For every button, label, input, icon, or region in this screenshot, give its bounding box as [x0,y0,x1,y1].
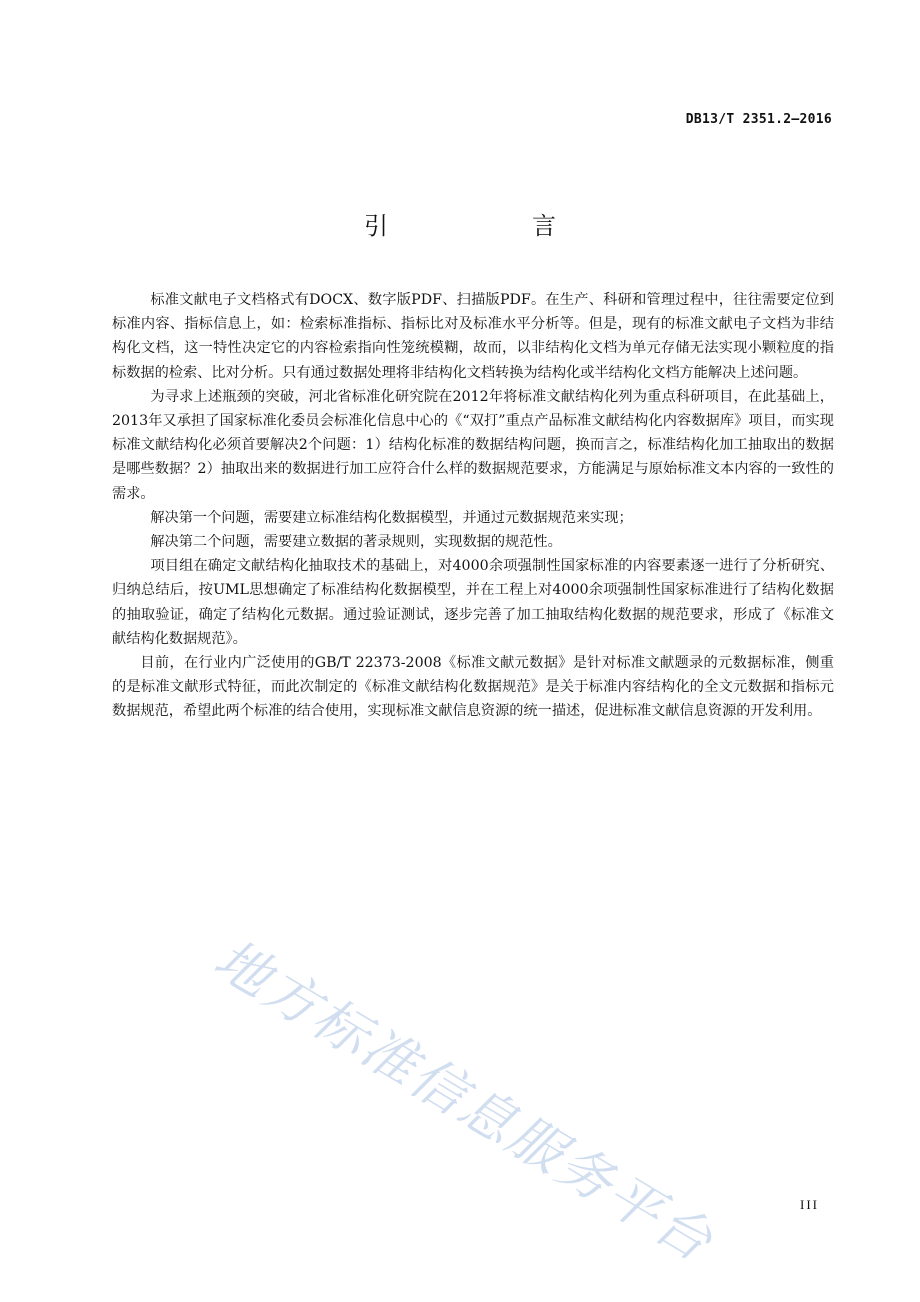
paragraph: 解决第二个问题，需要建立数据的著录规则，实现数据的规范性。 [150,534,562,551]
paragraph: 为寻求上述瓶颈的突破，河北省标准化研究院在2012年将标准文献结构化列为重点科研项目，在此基础上，2013年又承担了国家标准化委员会标准化信息中心的《“双打”重点产品标准文献结构化内容数据库》项目，而实现标准文献结构化必须首要解决2个问题：1）结构化标准的数据结构问题，换而言之，标准结构化加工抽取出的数据是哪些数据？2）抽取出来的数据进行加工应符合什么样的数据规范要求，方能满足与原始标准文本内容的一致性的需求。 [112,388,834,502]
page-number: III [800,1197,819,1212]
paragraph: 项目组在确定文献结构化抽取技术的基础上，对4000余项强制性国家标准的内容要素逐一进行了分析研究、归纳总结后，按UML思想确定了标准结构化数据模型，并在工程上对4000余项强制性国家标准进行了结构化数据的抽取验证，确定了结构化元数据。通过验证测试，逐步完善了加工抽取结构化数据的规范要求，形成了《标准文献结构化数据规范》。 [112,558,834,647]
watermark: 地方标准信息服务平台 [203,926,725,1275]
document-code: DB13/T 2351.2—2016 [685,112,832,127]
paragraph: 目前，在行业内广泛使用的GB/T 22373-2008《标准文献元数据》是针对标准文献题录的元数据标准，侧重的是标准文献形式特征，而此次制定的《标准文献结构化数据规范》是关于标准内容结构化的全文元数据和指标元数据规范，希望此两个标准的结合使用，实现标准文献信息资源的统一描述，促进标准文献信息资源的开发利用。 [112,655,834,720]
paragraph: 解决第一个问题，需要建立标准结构化数据模型，并通过元数据规范来实现； [150,509,633,526]
introduction-body [112,288,834,724]
paragraph: 标准文献电子文档格式有DOCX、数字版PDF、扫描版PDF。在生产、科研和管理过程中，往往需要定位到标准内容、指标信息上，如：检索标准指标、指标比对及标准水平分析等。但是，现有的标准文献电子文档为非结构化文档，这一特性决定它的内容检索指向性笼统模糊，故而，以非结构化文档为单元存储无法实现小颗粒度的指标数据的检索、比对分析。只有通过数据处理将非结构化文档转换为结构化或半结构化文档方能解决上述问题。 [112,292,834,381]
page-title: 引 言 [364,212,616,240]
